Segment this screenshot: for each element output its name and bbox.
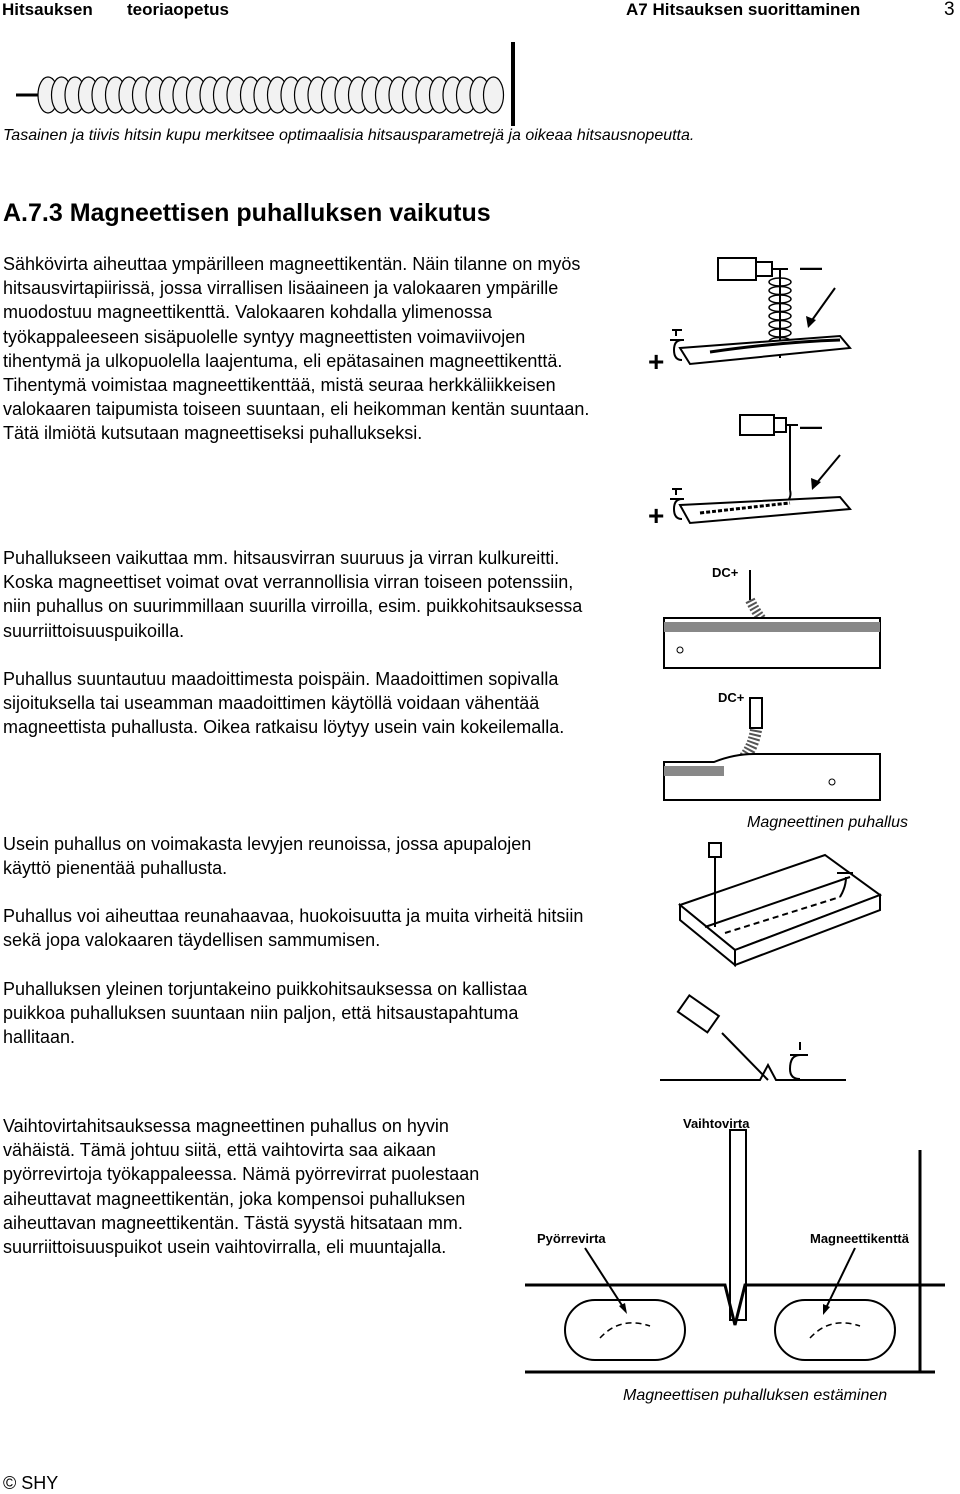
bead-caption: Tasainen ja tiivis hitsin kupu merkitsee optimaalisia hitsausparametrejä ja oikeaa hitsausnopeutta. — [3, 127, 695, 144]
minus-sign-2: — — [800, 414, 822, 439]
magnetic-field-diagram — [640, 248, 880, 388]
section-title: A.7.3 Magneettisen puhalluksen vaikutus — [3, 199, 491, 227]
footer-copyright: © SHY — [3, 1473, 59, 1493]
dc-label-2: DC+ — [718, 690, 745, 705]
weld-bead-illustration — [0, 40, 530, 130]
paragraph-ac: Vaihtovirtahitsauksessa magneettinen puhallus on hyvin vähäistä. Tämä johtuu siitä, että vaihtovirta saa aikaan pyörrevirtoja työkappaleessa. Nämä pyörrevirrat puolestaan aiheuttavat magneettikentän, joka kompensoi puhalluksen aiheuttavan magneettikentän. Tästä syystä hitsataan mm. suurriittoisuuspuikot usein vaihtovirralla, eli muuntajalla. — [3, 1116, 480, 1258]
paragraph-tilt: Puhalluksen yleinen torjuntakeino puikkohitsauksessa on kallistaa puikkoa puhalluksen suuntaan niin paljon, että hitsaustapahtuma hallitaan. — [3, 979, 528, 1048]
paragraph-ground: Puhallus suuntautuu maadoittimesta poispäin. Maadoittimen sopivalla sijoituksella tai useamman maadoittimen käytöllä voidaan vähentää magneettista puhallusta. Oikea ratkaisu löytyy usein vain kokeilemalla. — [3, 669, 565, 738]
paragraph-defects: Puhallus voi aiheuttaa reunahaavaa, huokoisuutta ja muita virheitä hitsiin sekä jopa valokaaren täydellisen sammumisen. — [3, 906, 584, 951]
eddy-current-label: Pyörrevirta — [537, 1231, 606, 1246]
caption-prevention: Magneettisen puhalluksen estäminen — [623, 1387, 888, 1404]
plus-sign-2: + — [648, 500, 665, 531]
plate-joint-blow-diagram — [675, 835, 895, 985]
header-title: Hitsauksen — [2, 0, 93, 19]
dc-label-1: DC+ — [712, 565, 739, 580]
arc-deflection-diagram — [640, 405, 880, 535]
header-subtitle: teoriaopetus — [127, 0, 230, 19]
header-section: A7 Hitsauksen suorittaminen — [626, 0, 861, 19]
tilted-electrode-diagram — [650, 985, 850, 1095]
paragraph-edges: Usein puhallus on voimakasta levyjen reunoissa, jossa apupalojen käyttö pienentää puhallusta. — [3, 834, 532, 879]
plus-sign-1: + — [648, 346, 665, 377]
dc-weld-plate-2 — [660, 690, 890, 810]
dc-weld-plate-1 — [660, 560, 890, 680]
caption-magnetic-blow: Magneettinen puhallus — [747, 814, 909, 831]
minus-sign-1: — — [800, 255, 822, 280]
page-number: 3 — [944, 0, 955, 20]
paragraph-factors: Puhallukseen vaikuttaa mm. hitsausvirran suuruus ja virran kulkureitti. Koska magneettiset voimat ovat verrannollisia virran toiseen potenssiin, niin puhallus on suurimmillaan suurilla virroilla, esim. puikkohitsauksessa suurriittoisuuspuikoilla. — [3, 548, 583, 641]
magnetic-field-label: Magneettikenttä — [810, 1231, 909, 1246]
ac-label: Vaihtovirta — [683, 1116, 750, 1131]
paragraph-field: Sähkövirta aiheuttaa ympärilleen magneettikentän. Näin tilanne on myös hitsausvirtapiirissä, jossa virrallisen lisäaineen ja valokaaren ympärille muodostuu magneettikenttä. Valokaaren kohdalla ylimenossa työkappaleeseen sisäpuolelle syntyy magneettisten voimaviivojen tihentymä ja ulkopuolella laajentuma, eli epätasainen magneettikenttä. Tihentymä voimistaa magneettikenttää, mistä seuraa herkkäliikkeisen valokaaren taipumista toiseen suuntaan, eli heikomman kentän suuntaan. Tätä ilmiötä kutsutaan magneettiseksi puhallukseksi. — [3, 254, 590, 444]
